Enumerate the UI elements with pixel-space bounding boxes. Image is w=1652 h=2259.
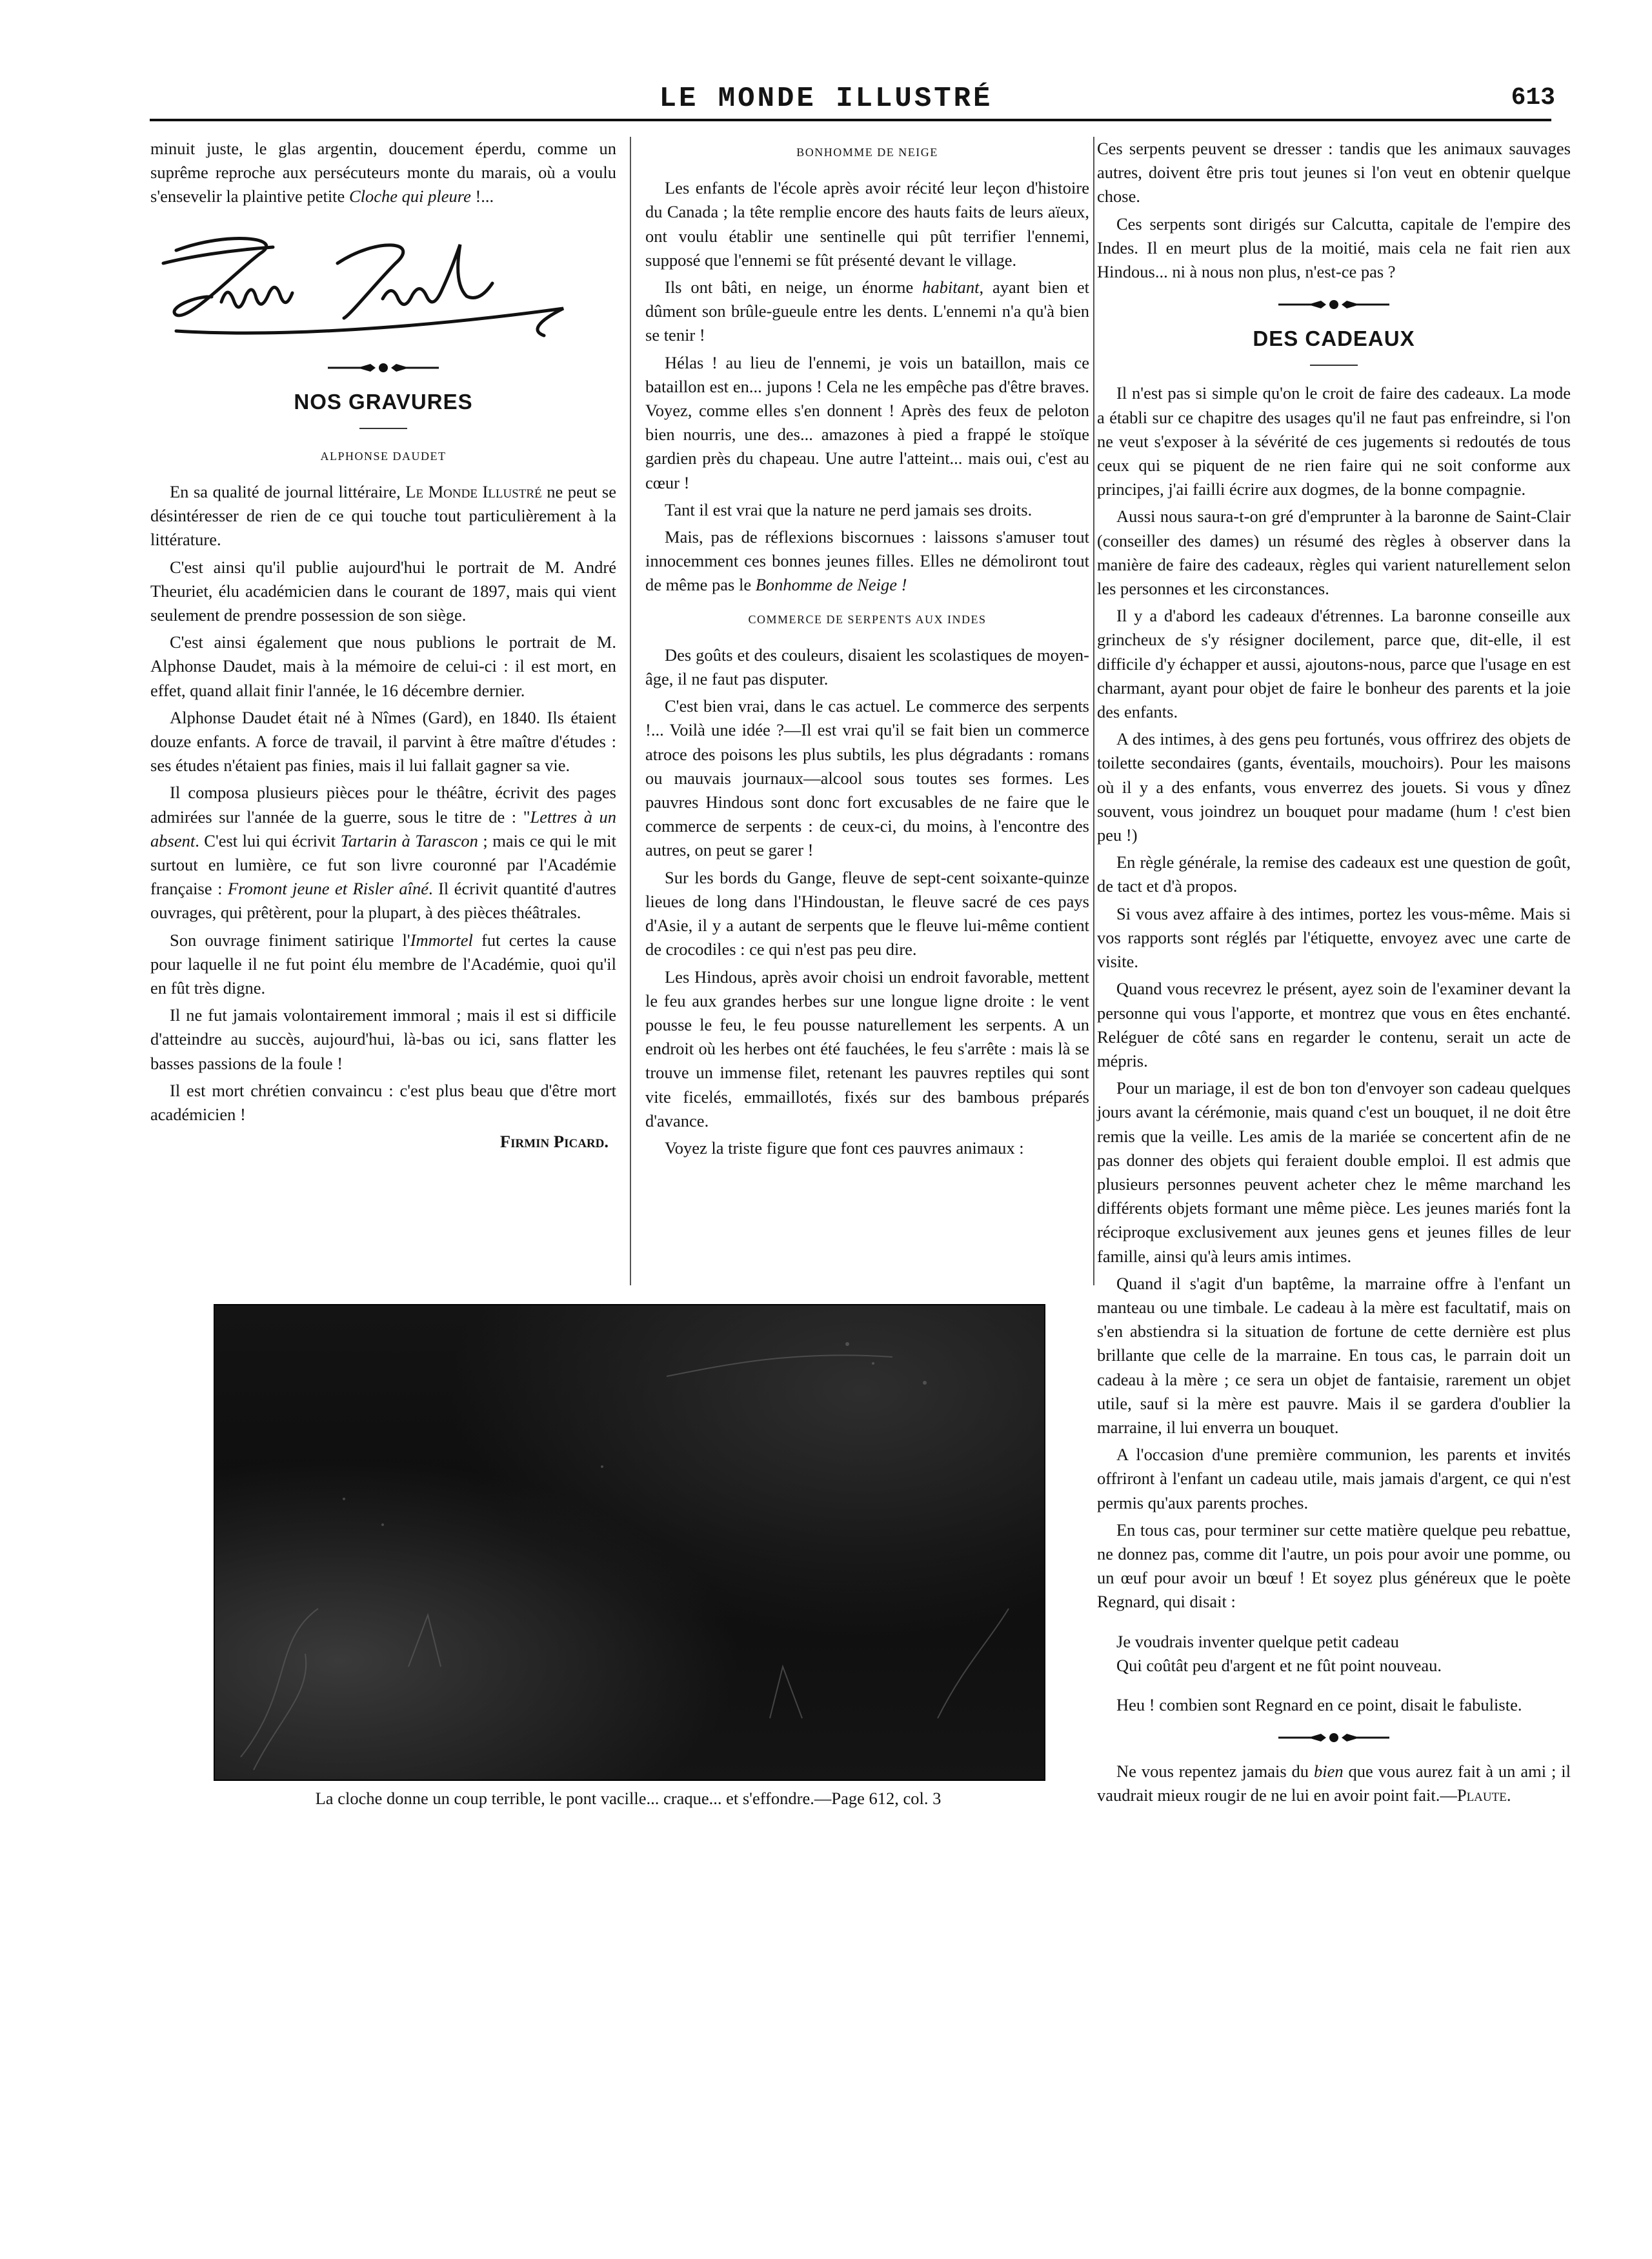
ornament-divider: [325, 360, 441, 376]
paragraph: Hélas ! au lieu de l'ennemi, je vois un bataillon, mais ce bataillon est en... jupons ! Cela ne les empêche pas d'être braves. Voyez, comme elles s'en donnent ! Après des feux de peloton bien nourris, une des... amazones à pied a frappé le stoïque gardien près du chapeau. Une autre l'atteint... mais oui, c'est au cœur !: [645, 352, 1089, 492]
paragraph: Heu ! combien sont Regnard en ce point, disait le fabuliste.: [1116, 1694, 1522, 1714]
paragraph: Ces serpents peuvent se dresser : tandis que les animaux sauvages autres, doivent être pris tout jeunes si l'on veut en obtenir quelque chose.: [1097, 139, 1571, 206]
paragraph: Ces serpents sont dirigés sur Calcutta, capitale de l'empire des Indes. Il en meurt plus de la moitié, mais cela ne fait rien aux Hindous... ni à nous non plus, n'est-ce pas ?: [1097, 214, 1571, 282]
engraving-caption: La cloche donne un coup terrible, le pont vacille... craque... et s'effondre.—Page 612, col. 3: [315, 1789, 942, 1808]
ornament-divider: [1276, 297, 1392, 312]
subheading-bonhomme-de-neige: BONHOMME DE NEIGE: [796, 146, 938, 159]
subheading-commerce-de-serpents: COMMERCE DE SERPENTS AUX INDES: [748, 612, 987, 626]
header-rule: [150, 119, 1551, 121]
engraving-illustration: [214, 1304, 1045, 1781]
paragraph: Mais, pas de réflexions biscornues : laissons s'amuser tout innocemment ces bonnes jeunes filles. Elles ne démoliront tout de même pas le Bonhomme de Neige !: [645, 527, 1089, 595]
paragraph: En tous cas, pour terminer sur cette matière quelque peu rebattue, ne donnez pas, comme dit l'autre, un pois pour avoir une pomme, ou un œuf pour avoir un bœuf ! Et soyez plus généreux que le poète Regnard, qui disait :: [1097, 1520, 1571, 1612]
paragraph: C'est ainsi également que nous publions le portrait de M. Alphonse Daudet, mais à la mémoire de celui-ci : il est mort, en effet, quand allait finir l'année, le 16 décembre dernier.: [150, 632, 616, 700]
column-divider-2: [1093, 137, 1094, 1285]
paragraph: Voyez la triste figure que font ces pauvres animaux :: [665, 1138, 1024, 1158]
paragraph: Il composa plusieurs pièces pour le théâtre, écrivit des pages admirées sur l'année de la guerre, sous le titre de : "Lettres à un absent. C'est lui qui écrivit Tartarin à Tarascon ; mais ce qui le mit surtout en lumière, ce fut son livre couronné par l'Académie française : Fromont jeune et Risler aîné. Il écrivit quantité d'autres ouvrages, qui prêtèrent, pour la plupart, à des pièces théâtrales.: [150, 783, 617, 923]
verse-line: Qui coûtât peu d'argent et ne fût point nouveau.: [1116, 1655, 1442, 1675]
byline: Firmin Picard.: [499, 1132, 609, 1152]
paragraph: Si vous avez affaire à des intimes, portez les vous-même. Mais si vos rapports sont réglés par l'étiquette, envoyez avec une carte de visite.: [1097, 903, 1571, 972]
signature: [150, 225, 616, 347]
column-left: [150, 137, 616, 1154]
column-right: [1097, 137, 1571, 1811]
ornament-divider: [1276, 1730, 1392, 1745]
page-number: 613: [1511, 84, 1555, 112]
paragraph: Alphonse Daudet était né à Nîmes (Gard), en 1840. Ils étaient douze enfants. A force de travail, il parvint à être maître d'études : ses études n'étaient pas finies, mais il lui fallait gagner sa vie.: [150, 707, 616, 776]
section-heading-des-cadeaux: DES CADEAUX: [1253, 326, 1415, 351]
verse-line: Je voudrais inventer quelque petit cadeau: [1116, 1631, 1399, 1651]
paragraph: C'est bien vrai, dans le cas actuel. Le commerce des serpents !... Voilà une idée ?—Il est vrai qu'il se fait bien un commerce atroce des poisons les plus subtils, les plus dégradants : romans ou mauvais journaux—alcool sous toutes ses formes. Les pauvres Hindous sont donc fort excusables de ne faire que le commerce de serpents : de ceux-ci, du moins, à l'encontre des autres, on peut se garer !: [645, 696, 1089, 860]
paragraph: Ils ont bâti, en neige, un énorme habitant, ayant bien et dûment son brûle-gueule entre les dents. L'ennemi n'a qu'à bien se tenir !: [645, 277, 1089, 345]
column-divider-1: [630, 137, 631, 1285]
signature-image: [150, 225, 589, 347]
paragraph: Il est mort chrétien convaincu : c'est plus beau que d'être mort académicien !: [150, 1080, 616, 1125]
paragraph: Aussi nous saura-t-on gré d'emprunter à la baronne de Saint-Clair (conseiller des dames) un résumé des règles à observer dans la manière de faire des cadeaux, règles qui varient naturellement selon les personnes et les circonstances.: [1097, 507, 1571, 599]
heading-rule: [359, 428, 407, 429]
paragraph: Il n'est pas si simple qu'on le croit de faire des cadeaux. La mode a établi sur ce chapitre des usages qu'il ne faut pas enfreindre, si l'on ne veut s'exposer à la sévérité de ces jugements si redoutés de tous ceux qui se piquent de ne rien faire qui ne soit conforme aux principes, j'ai failli écrire aux dogmes, de la bonne compagnie.: [1097, 383, 1571, 499]
subheading-alphonse-daudet: ALPHONSE DAUDET: [320, 449, 447, 463]
paragraph: A des intimes, à des gens peu fortunés, vous offrirez des objets de toilette secondaires (gants, éventails, mouchoirs). Pour les maisons où il y a des enfants, vous enverrez des jouets. Si vous y dînez souvent, vous joindrez un bouquet pour madame (hum ! c'est bien peu !): [1097, 729, 1571, 845]
column-middle: [645, 137, 1089, 1163]
paragraph: Les enfants de l'école après avoir récité leur leçon d'histoire du Canada ; la tête remplie encore des hauts faits de leurs aïeux, ont voulu établir une sentinelle qui pût terrifier l'ennemi, supposé que l'ennemi se fût présenté devant le village.: [645, 178, 1089, 270]
engraving-detail: [215, 1305, 1044, 1780]
verse-quote: [1097, 1630, 1571, 1678]
heading-rule: [1310, 365, 1358, 366]
paragraph: A l'occasion d'une première communion, les parents et invités offriront à l'enfant un cadeau utile, mais jamais d'argent, ce qui n'est permis qu'aux parents proches.: [1097, 1445, 1571, 1512]
paragraph: Des goûts et des couleurs, disaient les scolastiques de moyen-âge, il ne faut pas disputer.: [645, 645, 1089, 689]
paragraph: C'est ainsi qu'il publie aujourd'hui le portrait de M. André Theuriet, élu académicien dans le courant de 1897, mais qui vient seulement de prendre possession de son siège.: [150, 557, 616, 625]
paragraph: Ne vous repentez jamais du bien que vous aurez fait à un ami ; il vaudrait mieux rougir de ne lui en avoir point fait.—Plaute.: [1097, 1762, 1571, 1805]
section-heading-nos-gravures: NOS GRAVURES: [294, 389, 473, 414]
page-title: LE MONDE ILLUSTRÉ: [659, 83, 993, 115]
paragraph: minuit juste, le glas argentin, doucement éperdu, comme un suprême reproche aux persécuteurs monte du marais, où a voulu s'ensevelir la plaintive petite Cloche qui pleure !...: [150, 139, 616, 206]
paragraph: En sa qualité de journal littéraire, Le Monde Illustré ne peut se désintéresser de rien de ce qui touche tout particulièrement à la littérature.: [150, 482, 617, 550]
paragraph: Quand il s'agit d'un baptême, la marraine offre à l'enfant un manteau ou une timbale. Le cadeau à la mère est facultatif, mais on s'en abstiendra si la situation de fortune de cette dernière est plus brillante que celle de la marraine. En tous cas, le parrain doit un cadeau à la mère ; ce sera un objet de fantaisie, rarement un objet utile, sauf si la mère est pauvre. Mais il se gardera d'oublier la marraine, il lui enverra un bouquet.: [1097, 1273, 1571, 1437]
paragraph: Il y a d'abord les cadeaux d'étrennes. La baronne conseille aux grincheux de s'y résigner docilement, parce que, dit-elle, il est difficile d'y échapper et aussi, ajoutons-nous, parce que l'usage en est charmant, ayant pour objet de faire le bonheur des parents et la joie des enfants.: [1097, 606, 1571, 722]
paragraph: Tant il est vrai que la nature ne perd jamais ses droits.: [665, 499, 1032, 519]
paragraph: Les Hindous, après avoir choisi un endroit favorable, mettent le feu aux grandes herbes sur une longue ligne droite : le vent pousse le feu, le feu pousse naturellement les serpents. A un endroit où les herbes ont été fauchées, le feu s'arrête : mais là se trouve un immense filet, retenant les pauvres reptiles qui sont vite ficelés, emmaillotés, fixés sur des bambous préparés d'avance.: [645, 967, 1089, 1130]
paragraph: Son ouvrage finiment satirique l'Immortel fut certes la cause pour laquelle il ne fut point élu membre de l'Académie, quoi qu'il en fût très digne.: [150, 930, 616, 998]
paragraph: Sur les bords du Gange, fleuve de sept-cent soixante-quinze lieues de long dans l'Hindoustan, le fleuve sacré de ces pays d'Asie, il y a autant de serpents que le fleuve lui-même contient de crocodiles : ce qui n'est pas peu dire.: [645, 867, 1089, 959]
paragraph: Pour un mariage, il est de bon ton d'envoyer son cadeau quelques jours avant la cérémonie, mais quand c'est un bouquet, il ne doit être remis que la veille. Les amis de la mariée se concertent afin de ne pas donner des objets qui feraient double emploi. Il est admis que plusieurs personnes peuvent acheter chez le même marchand les différents objets formant une même pièce. Les jeunes mariés font la réciproque exclusivement aux jeunes gens et jeunes filles de leur famille, ainsi qu'à leurs amis intimes.: [1097, 1078, 1571, 1266]
paragraph: Il ne fut jamais volontairement immoral ; mais il est si difficile d'atteindre au succès, aujourd'hui, là-bas ou ici, sans flatter les basses passions de la foule !: [150, 1005, 616, 1073]
paragraph: Quand vous recevrez le présent, ayez soin de l'examiner devant la personne qui vous l'apporte, et montrez que vous en êtes enchanté. Reléguer de côté sans en regarder le contenu, serait un acte de mépris.: [1097, 979, 1571, 1070]
paragraph: En règle générale, la remise des cadeaux est une question de goût, de tact et d'à propos.: [1097, 852, 1571, 896]
